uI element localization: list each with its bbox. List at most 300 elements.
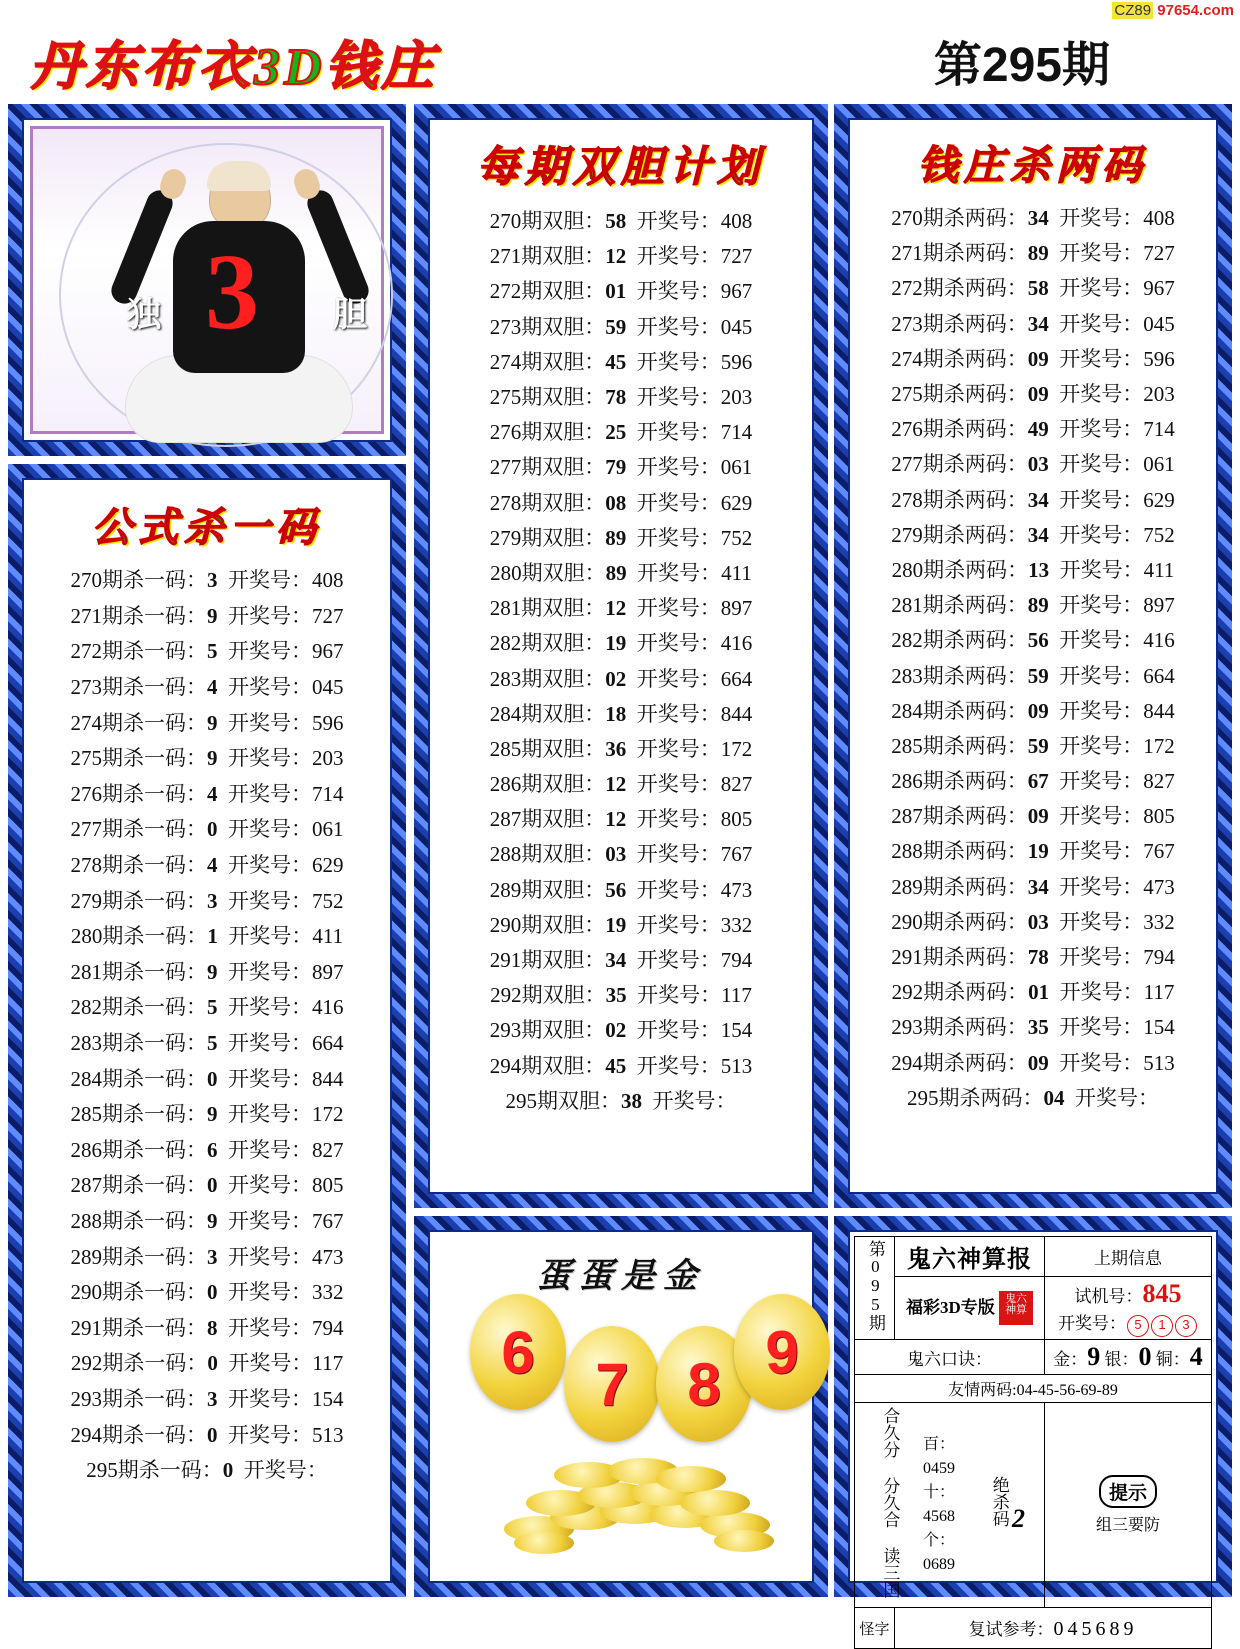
double-plan-draw-value: 967 [720, 279, 753, 304]
double-plan-value: 08 [605, 490, 627, 515]
double-plan-draw-value: 045 [720, 314, 753, 339]
kill-two-row [850, 940, 1216, 975]
double-plan-draw-label: 开奖号： [636, 912, 721, 937]
kill-two-draw-label: 开奖号： [1059, 346, 1144, 371]
double-plan-period: 271期双胆： [489, 244, 606, 269]
kill-two-row [850, 975, 1216, 1010]
kill-one-value: 6 [207, 1137, 218, 1162]
ghost-gold-label: 金： [1053, 1350, 1088, 1369]
kill-one-value: 4 [207, 853, 218, 878]
ghost-title-cell [895, 1237, 1045, 1277]
kill-two-value: 56 [1027, 628, 1049, 653]
kill-two-value: 59 [1027, 663, 1049, 688]
kill-two-draw-value: 727 [1143, 241, 1175, 266]
kill-two-row [850, 834, 1216, 869]
ghost-six-panel [834, 1216, 1232, 1640]
kill-two-value: 34 [1027, 874, 1049, 899]
double-plan-row [430, 732, 812, 767]
double-plan-row [430, 486, 812, 521]
kill-two-draw-label: 开奖号： [1075, 1085, 1159, 1110]
double-plan-value: 89 [605, 560, 627, 585]
double-plan-value: 45 [605, 349, 627, 374]
ghost-subtitle-cell [895, 1277, 1045, 1340]
gold-coin-small [680, 1490, 750, 1516]
double-plan-value: 03 [605, 842, 627, 867]
kill-two-value: 03 [1027, 452, 1049, 477]
kill-one-draw-label: 开奖号： [228, 1137, 312, 1162]
double-plan-draw-label: 开奖号： [636, 279, 721, 304]
double-plan-period: 273期双胆： [489, 314, 606, 339]
kill-two-row [850, 483, 1216, 518]
figure-image [30, 126, 384, 434]
kill-one-draw-value: 045 [312, 675, 344, 700]
double-plan-draw-label: 开奖号： [636, 420, 721, 445]
ghost-phrase-sub [858, 1405, 920, 1605]
label-dan: 胆 [333, 297, 367, 334]
kill-two-draw-label: 开奖号： [1059, 452, 1144, 477]
kill-one-draw-value: 794 [312, 1315, 344, 1340]
kill-one-draw-label: 开奖号： [228, 781, 312, 806]
double-plan-period: 278期双胆： [489, 490, 606, 515]
double-plan-period: 280期双胆： [490, 560, 606, 585]
double-plan-draw-value: 752 [720, 525, 753, 550]
kill-one-title: 公式杀一码 [92, 505, 322, 550]
kill-one-period: 281期杀一码： [70, 959, 207, 984]
kill-two-draw-label: 开奖号： [1059, 487, 1144, 512]
kill-one-draw-label: 开奖号： [228, 1066, 312, 1091]
kill-one-period: 274期杀一码： [70, 710, 207, 735]
watermark-right: 97654.com [1157, 2, 1234, 19]
double-plan-row [430, 380, 812, 415]
double-plan-draw-label: 开奖号： [636, 385, 721, 410]
double-plan-row [430, 908, 812, 943]
kill-one-period: 288期杀一码： [70, 1208, 207, 1233]
ghost-positions [920, 1405, 973, 1605]
double-plan-draw-value: 629 [720, 490, 753, 515]
kill-two-period: 277期杀两码： [891, 452, 1028, 477]
kill-one-draw-label: 开奖号： [228, 1102, 312, 1127]
kill-one-value: 0 [207, 1422, 218, 1447]
kill-one-draw-value: 752 [312, 888, 344, 913]
kill-one-value: 9 [207, 710, 218, 735]
kill-one-period: 287期杀一码： [70, 1173, 207, 1198]
figure-panel-inner [22, 118, 392, 442]
double-plan-row [430, 1049, 812, 1084]
double-plan-draw-label: 开奖号： [636, 1018, 721, 1043]
kill-one-value: 0 [207, 817, 218, 842]
double-plan-draw-value: 714 [720, 420, 753, 445]
double-plan-period: 285期双胆： [489, 736, 606, 761]
kill-two-value: 34 [1027, 206, 1049, 231]
kill-one-draw-value: 408 [312, 568, 344, 593]
double-plan-draw-label: 开奖号： [636, 525, 721, 550]
gold-image [434, 1236, 808, 1577]
kill-two-value: 09 [1027, 382, 1049, 407]
double-plan-draw-value: 473 [720, 877, 753, 902]
ghost-title: 鬼六神算报 [907, 1247, 1033, 1273]
ghost-phrase-cell [855, 1403, 1045, 1608]
double-plan-draw-value: 767 [720, 842, 753, 867]
double-plan-period: 282期双胆： [489, 631, 606, 656]
kill-one-draw-label: 开奖号： [228, 1386, 312, 1411]
kill-two-draw-value: 045 [1143, 311, 1175, 336]
double-plan-row [430, 310, 812, 345]
kill-two-row [850, 1046, 1216, 1081]
double-plan-value: 58 [605, 209, 627, 234]
kill-two-period: 283期杀两码： [891, 663, 1028, 688]
kill-two-value: 49 [1027, 417, 1049, 442]
kill-two-panel [834, 104, 1232, 1208]
kill-two-row [850, 271, 1216, 306]
double-plan-draw-label: 开奖号： [636, 666, 721, 691]
double-plan-row [430, 450, 812, 485]
kill-one-row [24, 1204, 390, 1240]
kill-one-draw-value: 714 [312, 781, 344, 806]
ghost-friendly-value: 04-45-56-69-89 [1016, 1382, 1118, 1399]
kill-two-row [850, 518, 1216, 553]
kill-one-draw-label: 开奖号： [228, 853, 312, 878]
double-plan-draw-value: 408 [720, 209, 753, 234]
kill-two-value: 67 [1027, 769, 1049, 794]
ghost-unit-row [923, 1529, 970, 1577]
ghost-friendly-cell [855, 1375, 1212, 1403]
double-plan-draw-label: 开奖号： [636, 596, 721, 621]
double-plan-draw-label: 开奖号： [636, 842, 721, 867]
double-plan-value: 12 [605, 807, 627, 832]
kill-two-draw-value: 664 [1143, 663, 1175, 688]
kill-one-value: 9 [207, 746, 218, 771]
gold-coin [470, 1294, 566, 1410]
figure-big-number: 3 [205, 233, 259, 352]
kill-one-draw-label: 开奖号： [228, 675, 312, 700]
double-plan-value: 02 [605, 1018, 627, 1043]
double-plan-draw-value: 154 [720, 1018, 753, 1043]
kill-two-period: 276期杀两码： [891, 417, 1028, 442]
ghost-formula-cell [855, 1340, 1045, 1375]
kill-one-row [24, 1310, 390, 1346]
kill-one-value: 8 [207, 1315, 218, 1340]
kill-one-row [24, 777, 390, 813]
kill-two-draw-value: 844 [1143, 698, 1175, 723]
kill-two-value: 19 [1027, 839, 1049, 864]
kill-one-draw-label: 开奖号： [228, 1173, 312, 1198]
kill-two-period: 291期杀两码： [891, 945, 1028, 970]
gold-panel [414, 1216, 828, 1597]
ghost-last-info-label: 上期信息 [1094, 1249, 1163, 1268]
kill-two-value: 89 [1027, 241, 1049, 266]
kill-two-row [850, 799, 1216, 834]
kill-two-draw-value: 408 [1143, 206, 1175, 231]
kill-one-draw-value: 154 [312, 1386, 344, 1411]
kill-one-draw-value: 416 [312, 995, 344, 1020]
kill-two-period: 281期杀两码： [891, 593, 1028, 618]
kill-two-draw-label: 开奖号： [1059, 311, 1144, 336]
double-plan-period: 270期双胆： [489, 209, 606, 234]
double-plan-draw-label: 开奖号： [636, 948, 721, 973]
kill-two-inner [848, 118, 1218, 1194]
kill-one-row [24, 1097, 390, 1133]
ghost-six-table-wrap [854, 1236, 1212, 1640]
kill-one-period: 278期杀一码： [70, 853, 207, 878]
kill-two-draw-label: 开奖号： [1059, 769, 1144, 794]
kill-one-row [24, 599, 390, 635]
kill-one-row [24, 670, 390, 706]
ghost-test-value: 845 [1142, 1279, 1182, 1308]
kill-one-row [24, 1382, 390, 1418]
kill-two-draw-value: 794 [1143, 945, 1175, 970]
ghost-tip-cell [1045, 1403, 1212, 1608]
kill-two-draw-label: 开奖号： [1059, 839, 1144, 864]
kill-one-value: 0 [207, 1173, 218, 1198]
kill-two-row [850, 1010, 1216, 1045]
kill-one-draw-value: 172 [312, 1102, 344, 1127]
page-title: 丹东布衣3D钱庄 [30, 39, 438, 96]
kill-two-row [850, 307, 1216, 342]
ghost-sign: 怪字 [859, 1621, 890, 1638]
double-plan-value: 79 [605, 455, 627, 480]
double-plan-draw-value: 805 [720, 807, 753, 832]
double-plan-row [430, 943, 812, 978]
double-plan-period: 292期双胆： [490, 983, 606, 1008]
double-plan-draw-value: 513 [720, 1053, 753, 1078]
kill-two-row [850, 764, 1216, 799]
ghost-draw-ball: 5 [1127, 1315, 1149, 1337]
kill-two-draw-value: 827 [1143, 769, 1175, 794]
gold-panel-inner [428, 1230, 814, 1583]
kill-one-draw-label: 开奖号： [228, 1351, 313, 1376]
ghost-gold-value: 9 [1087, 1342, 1101, 1371]
gold-coin-value: 7 [595, 1350, 629, 1418]
kill-one-value: 9 [207, 1208, 218, 1233]
kill-one-value: 3 [207, 1244, 218, 1269]
double-plan-value: 19 [605, 912, 627, 937]
kill-one-draw-value: 473 [312, 1244, 344, 1269]
double-plan-draw-value: 664 [720, 666, 753, 691]
double-plan-row [430, 837, 812, 872]
kill-one-inner [22, 478, 392, 1583]
kill-one-period: 290期杀一码： [70, 1280, 207, 1305]
kill-one-row [24, 1239, 390, 1275]
ghost-hundred-value: 0459 [923, 1460, 955, 1477]
ghost-kill-cell [973, 1405, 1041, 1605]
gold-coin-value: 9 [765, 1318, 799, 1386]
kill-two-value: 59 [1027, 733, 1049, 758]
double-plan-period: 279期双胆： [489, 525, 606, 550]
gold-coin-small [656, 1466, 726, 1492]
ghost-recheck-label: 复试参考： [968, 1620, 1054, 1639]
kill-two-draw-label: 开奖号： [1059, 980, 1144, 1005]
kill-two-row [850, 905, 1216, 940]
kill-one-period: 295期杀一码： [86, 1458, 223, 1483]
kill-one-draw-value: 805 [312, 1173, 344, 1198]
kill-one-draw-label: 开奖号： [228, 995, 312, 1020]
kill-one-panel [8, 464, 406, 1597]
kill-two-period: 284期杀两码： [891, 698, 1028, 723]
double-plan-draw-value: 416 [720, 631, 753, 656]
double-plan-value: 45 [605, 1053, 627, 1078]
kill-two-title: 钱庄杀两码 [918, 143, 1148, 188]
kill-one-draw-value: 061 [312, 817, 344, 842]
kill-two-draw-label: 开奖号： [1059, 698, 1144, 723]
kill-two-draw-label: 开奖号： [1059, 206, 1144, 231]
kill-one-row [24, 634, 390, 670]
kill-two-draw-label: 开奖号： [1059, 804, 1144, 829]
double-plan-rows [430, 204, 812, 1119]
double-plan-row [430, 1084, 812, 1119]
double-plan-period: 274期双胆： [489, 349, 606, 374]
kill-one-row [24, 919, 390, 955]
kill-two-draw-value: 714 [1143, 417, 1175, 442]
double-plan-period: 276期双胆： [489, 420, 606, 445]
kill-two-draw-label: 开奖号： [1059, 276, 1144, 301]
kill-one-value: 0 [222, 1458, 234, 1483]
kill-two-period: 290期杀两码： [891, 909, 1028, 934]
double-plan-draw-label: 开奖号： [636, 701, 721, 726]
double-plan-period: 291期双胆： [489, 948, 606, 973]
double-plan-inner [428, 118, 814, 1194]
double-plan-period: 272期双胆： [489, 279, 606, 304]
kill-one-period: 277期杀一码： [70, 817, 207, 842]
kill-two-draw-label: 开奖号： [1059, 909, 1144, 934]
kill-one-value: 0 [207, 1066, 218, 1091]
double-plan-row [430, 978, 812, 1013]
double-plan-draw-value: 411 [721, 560, 752, 585]
kill-two-period: 288期杀两码： [891, 839, 1028, 864]
double-plan-draw-value: 332 [720, 912, 753, 937]
kill-two-period: 274期杀两码： [891, 346, 1028, 371]
kill-two-value: 13 [1028, 557, 1050, 582]
kill-one-row [24, 812, 390, 848]
double-plan-period: 294期双胆： [489, 1053, 606, 1078]
double-plan-value: 12 [605, 596, 627, 621]
kill-two-draw-value: 752 [1143, 522, 1175, 547]
gold-coin [564, 1326, 660, 1442]
kill-two-period: 294期杀两码： [891, 1050, 1028, 1075]
double-plan-value: 59 [605, 314, 627, 339]
kill-one-value: 4 [207, 781, 218, 806]
double-plan-draw-label: 开奖号： [636, 314, 721, 339]
double-plan-period: 283期双胆： [489, 666, 606, 691]
double-plan-value: 12 [605, 244, 627, 269]
double-plan-value: 78 [605, 385, 627, 410]
kill-one-draw-label: 开奖号： [228, 817, 312, 842]
kill-two-draw-label: 开奖号： [1059, 522, 1144, 547]
kill-two-value: 04 [1043, 1085, 1065, 1110]
kill-one-draw-value: 664 [312, 1031, 344, 1056]
ghost-recheck-value: 045689 [1053, 1618, 1138, 1640]
ghost-formula-label: 鬼六口诀： [907, 1349, 993, 1369]
kill-one-rows [24, 563, 390, 1488]
kill-one-value: 4 [207, 675, 218, 700]
kill-one-draw-value: 967 [312, 639, 344, 664]
kill-two-draw-value: 203 [1143, 382, 1175, 407]
double-plan-draw-label: 开奖号： [652, 1088, 737, 1113]
double-plan-draw-label: 开奖号： [636, 736, 721, 761]
kill-two-period: 287期杀两码： [891, 804, 1028, 829]
double-plan-row [430, 767, 812, 802]
kill-two-draw-label: 开奖号： [1059, 1050, 1144, 1075]
ghost-six-table [854, 1236, 1212, 1649]
double-plan-value: 38 [621, 1088, 642, 1113]
double-plan-period: 277期双胆： [489, 455, 606, 480]
kill-two-period: 286期杀两码： [891, 769, 1028, 794]
kill-two-period: 282期杀两码： [891, 628, 1028, 653]
kill-one-draw-value: 596 [312, 710, 344, 735]
gold-coin-value: 6 [501, 1318, 535, 1386]
ghost-subtitle: 福彩3D专版 [906, 1298, 995, 1317]
kill-one-period: 284期杀一码： [70, 1066, 207, 1091]
double-plan-value: 12 [605, 772, 627, 797]
ghost-draw-ball: 1 [1151, 1315, 1173, 1337]
ghost-metal-cell [1045, 1340, 1212, 1375]
kill-two-draw-value: 154 [1143, 1015, 1175, 1040]
kill-two-period: 280期杀两码： [891, 557, 1029, 582]
double-plan-draw-label: 开奖号： [636, 631, 721, 656]
kill-one-draw-label: 开奖号： [243, 1458, 328, 1483]
ghost-phrase: 合久分 分久合 读三国 [880, 1407, 900, 1598]
kill-one-row [24, 990, 390, 1026]
kill-one-draw-value: 411 [312, 924, 344, 949]
double-plan-draw-value: 596 [720, 349, 753, 374]
kill-two-row [850, 1081, 1216, 1116]
ghost-silver-value: 0 [1138, 1342, 1152, 1371]
double-plan-value: 36 [605, 736, 627, 761]
kill-two-period: 278期杀两码： [891, 487, 1028, 512]
kill-two-draw-value: 172 [1143, 733, 1175, 758]
ghost-test-row [1048, 1279, 1208, 1309]
kill-one-period: 286期杀一码： [70, 1137, 207, 1162]
kill-one-row [24, 1417, 390, 1453]
kill-one-row [24, 1453, 390, 1489]
kill-two-period: 279期杀两码： [891, 522, 1028, 547]
kill-two-draw-value: 967 [1143, 276, 1175, 301]
kill-one-period: 272期杀一码： [70, 639, 207, 664]
kill-one-draw-label: 开奖号： [228, 710, 312, 735]
kill-two-draw-label: 开奖号： [1059, 663, 1144, 688]
double-plan-draw-label: 开奖号： [636, 244, 721, 269]
kill-one-row [24, 1061, 390, 1097]
kill-two-draw-value: 117 [1143, 980, 1175, 1005]
kill-two-value: 03 [1027, 909, 1049, 934]
kill-one-draw-value: 827 [312, 1137, 344, 1162]
kill-one-draw-label: 开奖号： [228, 1244, 312, 1269]
double-plan-period: 287期双胆： [489, 807, 606, 832]
kill-two-row [850, 201, 1216, 236]
kill-two-draw-value: 061 [1143, 452, 1175, 477]
ghost-period: 第095期 [865, 1240, 885, 1331]
double-plan-draw-label: 开奖号： [636, 349, 721, 374]
gold-coin-pile [504, 1446, 794, 1566]
ghost-draw-row [1048, 1309, 1208, 1337]
kill-two-draw-value: 629 [1143, 487, 1175, 512]
kill-two-draw-value: 473 [1143, 874, 1175, 899]
kill-one-period: 273期杀一码： [70, 675, 207, 700]
kill-one-row [24, 705, 390, 741]
kill-two-draw-value: 596 [1143, 346, 1175, 371]
kill-one-row [24, 848, 390, 884]
kill-two-draw-value: 416 [1143, 628, 1175, 653]
double-plan-period: 293期双胆： [489, 1018, 606, 1043]
double-plan-period: 290期双胆： [489, 912, 606, 937]
gold-coin-value: 8 [687, 1350, 721, 1418]
kill-one-row [24, 1346, 390, 1382]
kill-two-draw-label: 开奖号： [1059, 593, 1144, 618]
kill-two-row [850, 588, 1216, 623]
kill-one-draw-value: 844 [312, 1066, 344, 1091]
kill-one-period: 280期杀一码： [70, 924, 208, 949]
kill-two-period: 271期杀两码： [891, 241, 1028, 266]
kill-one-row [24, 563, 390, 599]
